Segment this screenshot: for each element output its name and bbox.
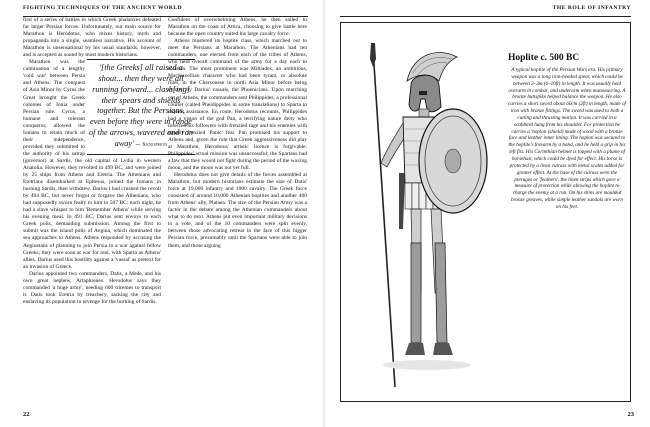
pull-quote-text: '[the Greeks] all raised a shout... then they were all running forward... clash[ing] their spears and shields together. But the Persians, even before they were in range of the arrows, wavered and ran away' – bbox=[89, 63, 194, 148]
running-head-left: FIGHTING TECHNIQUES OF THE ANCIENT WORLD bbox=[23, 5, 183, 11]
ground-shadow bbox=[383, 360, 471, 370]
page-number-left: 22 bbox=[23, 411, 30, 418]
greaves bbox=[411, 243, 447, 343]
caption-title: Hoplite c. 500 BC bbox=[508, 53, 580, 63]
paragraph: Athens mustered its hoplite class, which marched out to meet the Persians at Marathon. The Athenians had ten commanders, one elected from each of the tribes of Athens, who held overall command of the army for a day each in rotation. The most prominent was Miltiades, an ambitious, Machiavellian character who had been tyrant, or absolute ruler, in the Chersonese in north Asia Minor before being evicted by Darius' vassals, the Phoenicians. Upon marching out of Athens, the commanders sent Philippides, a professional courier (called Pheidippides in some translations) to Sparta to request assistance. En route, Herodotus recounts, Philippides had a vision of the god Pan, a terrifying nature deity who infected his followers with frenzied rage and his enemies with equally frenzied 'Panic' fear. Pan promised his support to Athens and, given the role that Greek aggressiveness did play at Marathon, Herodotus' artistic licence is forgivable. Philippides' actual mission was unsuccessful; the Spartans had a law that they would not fight during the period of the waxing moon, and the moon was not yet full. bbox=[168, 38, 307, 171]
paragraph: Marathon was the culmination of a lengthy 'cold war' between Persia and Athens. The conquest of Asia Minor by Cyrus the Great brought the Greek colonies of Ionia under Persian rule. Cyrus, a humane and tolerant conqueror, allowed the Ionians to retain much of their independence, provided they submitted to the authority of his satrap (governor) at Sardis, the old capital of Lydia in western Anatolia. However, they revolted in 499 BC, and were joined by 25 ships from Athens and Eretria. The Athenians and Eretrians disembarked at Ephesus, joined the Ionians in burning Sardis, then withdrew. Darius I had crushed the revolt by 494 BC, but never forgot or forgave the Athenians, who had supposedly sworn fealty to him in 507 BC: each night, he had a slave whisper to him 'Remember Athens' while serving his evening meal. In 491 BC, Darius sent envoys to each Greek polis, demanding submission. Among the first to submit was the island polis of Aegina, which dominated the sea approaches to Athens. Athens responded by accusing the Aeginetans of planning to join Persia in a war against fellow Greeks; they were soon at war for real, with Sparta as Athens' allies. Darius used this hostility against a 'vassal' as pretext for an invasion of Greece. bbox=[23, 59, 161, 270]
sword-scabbard bbox=[399, 173, 405, 229]
text-column-2 bbox=[168, 17, 307, 417]
paragraph: Herodotus does not give details of the forces assembled at Marathon, but modern historians estimate the size of Datis' force at 19,000 infantry and 1000 cavalry. The Greek force consisted of around 10,000 Athenian hoplites and another 400 from Athens' ally, Plataea. The size of the Persian Army was a factor in the debate among the Athenian commanders about what to do next. Athens put even important military decisions to a vote, and of the 10 commanders were split evenly, between those advocating retreat in the face of this bigger Persian force, presumably until the Spartans were able to join them, and those arguing bbox=[168, 172, 307, 249]
header-rule-right bbox=[340, 16, 631, 17]
paragraph: Darius appointed two commanders, Datis, a Mede, and his own great nephew, Artaphrenes. Herodotus says they commanded 'a huge army', needing 600 triremes to transport it. Datis took Eretria by treachery, sacking the city and enslaving its population in revenge for the burning of Sardis. bbox=[23, 270, 161, 305]
pull-quote-source: Xenophon bbox=[142, 141, 168, 148]
illustration-plate bbox=[340, 22, 631, 402]
hoplite-illustration bbox=[355, 43, 490, 391]
running-head-right: THE ROLE OF INFANTRY bbox=[552, 5, 631, 11]
paragraph: first of a series of battles in which Greek phalanxes defeated far larger Persian forces. Unfortunately, our main source for Marathon is Herodotus, who mixes history, myth and propaganda into a single, seamless narrative. His account of Marathon is unsensational by his usual standards, however, and is accepted as sound by most modern historians. bbox=[23, 17, 161, 59]
spear bbox=[373, 49, 395, 387]
spear-head bbox=[370, 43, 376, 67]
illustration-caption bbox=[508, 53, 626, 211]
right-page bbox=[325, 0, 650, 427]
page-number-right: 23 bbox=[627, 411, 634, 418]
text-column-1 bbox=[23, 17, 194, 417]
caption-text: A typical hoplite of the Persian Wars era. His primary weapon was a long iron-headed spear, which could be between 2–3m (6–10ft) in length. It was usually held overarm in combat, and underarm when manoeuvring. A bronze buttspike helped balance the weapon. He also carries a short sword about 60cm (2ft) in length, made of iron with bronze fittings. The sword was used to both a cutting and thrusting motion. It was carried in a scabbard hung from his shoulder. For protection he carries a 'hoplon (shield) made of wood with a bronze face and leather inner lining. The hoplon was secured to the hoplite's forearm by a band, and he held a grip in his left fist. His Corinthian helmet is topped with a plume of horsehair, which could be dyed for effect. His torso is protected by a linen cuirass with metal scales added for greater effect. At the base of the cuirass were the pteruges or 'feathers', the linen strips which gave a measure of protection while allowing the hoplite to charge the enemy at a run. On his shins are moulded bronze greaves, while simple leather sandals are worn on his feet. bbox=[508, 67, 626, 210]
paragraph: Confident of overwhelming Athens, he then sailed to Marathon on the coast of Attica, choosing to give battle here because the open country suited his large cavalry force. bbox=[168, 17, 307, 38]
